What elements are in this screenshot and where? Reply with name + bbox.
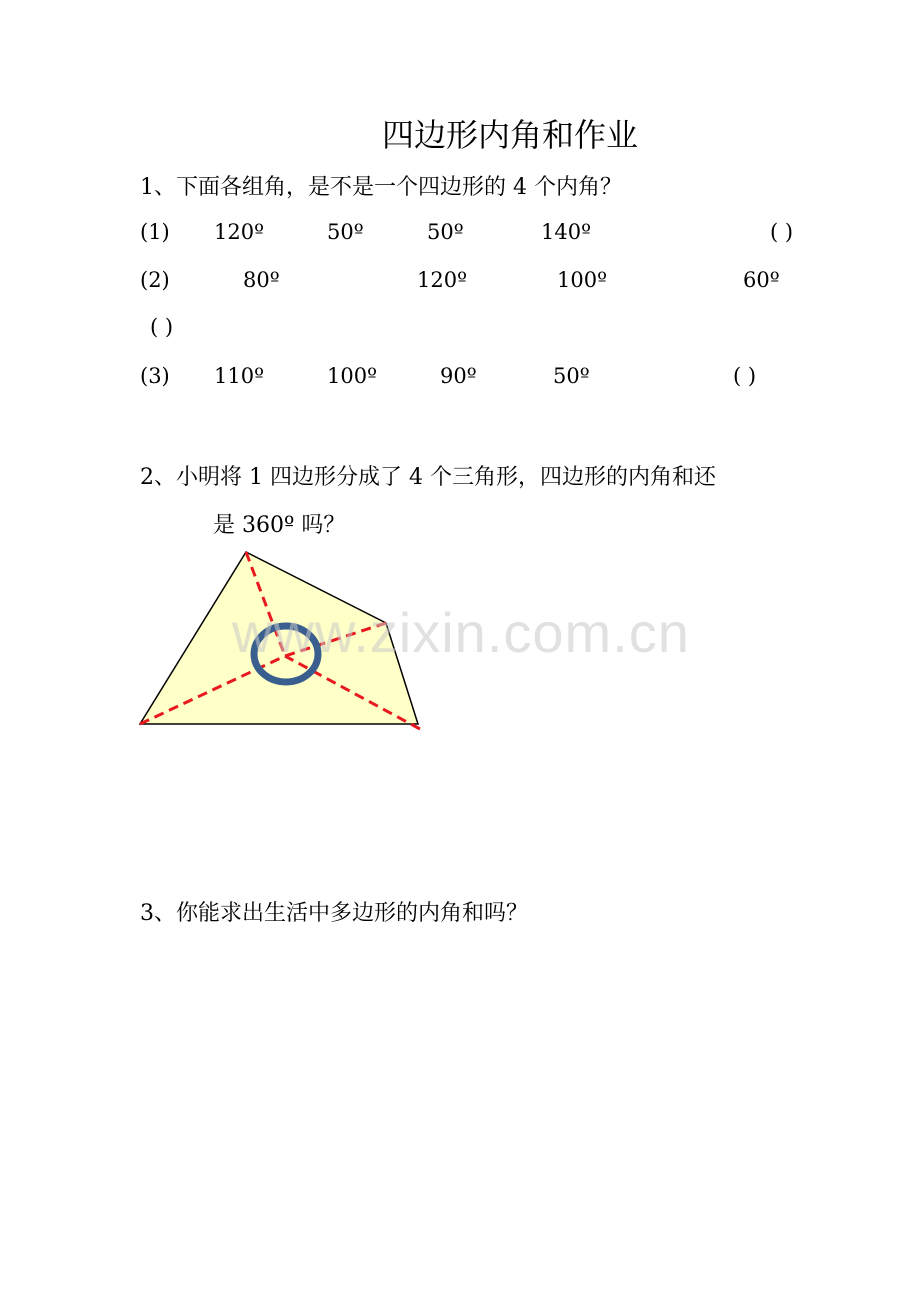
angle-value: 120º bbox=[214, 220, 264, 244]
question-2-continued: 是 360º 吗？ bbox=[213, 513, 346, 538]
angle-value: 120º bbox=[417, 268, 467, 292]
angle-value: 50º bbox=[427, 220, 464, 244]
question-2: 2、小明将 1 四边形分成了 4 个三角形，四边形的内角和还 bbox=[140, 465, 716, 490]
angle-value: 80º bbox=[243, 268, 280, 292]
angle-value: 50º bbox=[553, 364, 590, 388]
row-label: (2) bbox=[140, 268, 170, 292]
answer-blank[interactable]: ( ) bbox=[733, 364, 757, 388]
page-title: 四边形内角和作业 bbox=[381, 116, 638, 154]
question-1: 1、下面各组角，是不是一个四边形的 4 个内角？ bbox=[140, 175, 622, 200]
angle-value: 50º bbox=[327, 220, 364, 244]
question-3: 3、你能求出生活中多边形的内角和吗？ bbox=[140, 901, 528, 926]
angle-value: 60º bbox=[743, 268, 780, 292]
watermark: www.zixin.com.cn bbox=[232, 601, 690, 664]
answer-blank[interactable]: ( ) bbox=[150, 315, 174, 339]
row-label: (1) bbox=[140, 220, 170, 244]
angle-value: 110º bbox=[214, 364, 264, 388]
angle-value: 100º bbox=[327, 364, 377, 388]
angle-value: 90º bbox=[440, 364, 477, 388]
angle-value: 140º bbox=[541, 220, 591, 244]
angle-value: 100º bbox=[557, 268, 607, 292]
answer-blank[interactable]: ( ) bbox=[770, 220, 794, 244]
row-label: (3) bbox=[140, 364, 170, 388]
